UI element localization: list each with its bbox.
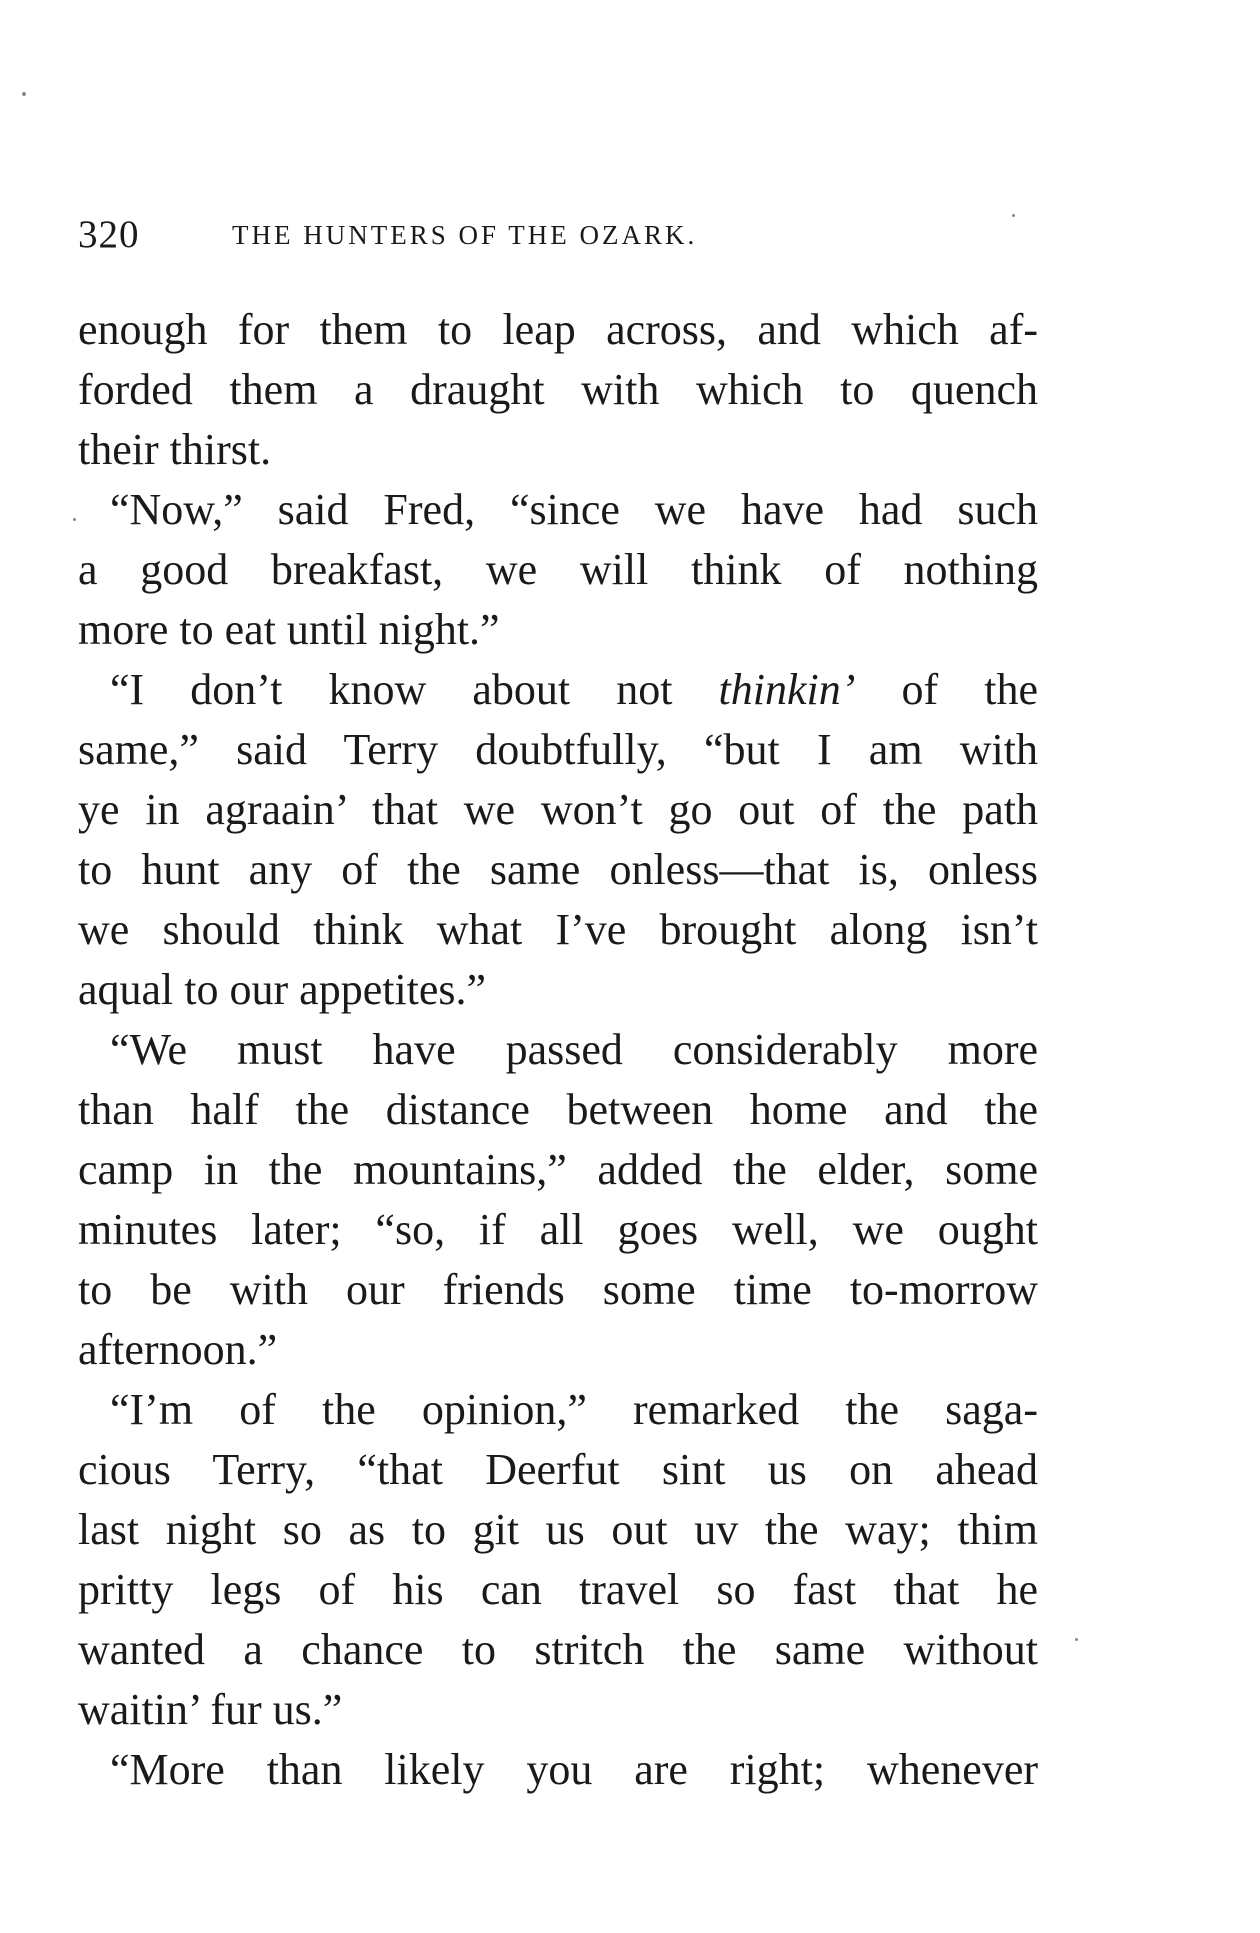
text-line: forded them a draught with which to quench <box>78 365 1038 414</box>
page-number: 320 <box>78 213 140 256</box>
text-line: same,” said Terry doubtfully, “but I am with <box>78 725 1038 774</box>
text-line: aqual to our appetites.” <box>78 965 487 1014</box>
text-line: “We must have passed considerably more <box>110 1025 1038 1074</box>
line-text-after-italic: of the <box>855 665 1038 714</box>
text-line: wanted a chance to stritch the same without <box>78 1625 1038 1674</box>
text-line: more to eat until night.” <box>78 605 500 654</box>
text-line: last night so as to git us out uv the way; thim <box>78 1505 1038 1554</box>
scan-speck <box>22 92 26 96</box>
italic-word: thinkin’ <box>718 665 856 714</box>
text-line: than half the distance between home and the <box>78 1085 1038 1134</box>
scan-speck <box>1012 214 1015 217</box>
text-line: camp in the mountains,” added the elder, some <box>78 1145 1038 1194</box>
text-line: their thirst. <box>78 425 272 474</box>
text-line: to be with our friends some time to-morrow <box>78 1265 1038 1314</box>
text-line: a good breakfast, we will think of nothing <box>78 545 1038 594</box>
text-line: “More than likely you are right; whenever <box>110 1745 1038 1794</box>
scan-speck <box>73 518 76 521</box>
text-line: afternoon.” <box>78 1325 278 1374</box>
running-head <box>78 212 1038 262</box>
text-line: we should think what I’ve brought along isn’t <box>78 905 1038 954</box>
line-text-before-italic: “I don’t know about not <box>110 665 719 714</box>
text-line: waitin’ fur us.” <box>78 1685 343 1734</box>
text-line: minutes later; “so, if all goes well, we ought <box>78 1205 1038 1254</box>
text-line: “Now,” said Fred, “since we have had such <box>110 485 1038 534</box>
text-line: cious Terry, “that Deerfut sint us on ahead <box>78 1445 1038 1494</box>
text-line: “I’m of the opinion,” remarked the saga- <box>110 1385 1038 1434</box>
text-line: enough for them to leap across, and which af- <box>78 305 1038 354</box>
text-line-with-italic <box>78 660 1038 720</box>
text-line: pritty legs of his can travel so fast that he <box>78 1565 1038 1614</box>
body-text <box>78 300 1038 1800</box>
book-title: THE HUNTERS OF THE OZARK. <box>232 220 698 250</box>
scan-speck <box>1075 1638 1078 1641</box>
text-line: to hunt any of the same onless—that is, onless <box>78 845 1038 894</box>
text-line: ye in agraain’ that we won’t go out of the path <box>78 785 1038 834</box>
